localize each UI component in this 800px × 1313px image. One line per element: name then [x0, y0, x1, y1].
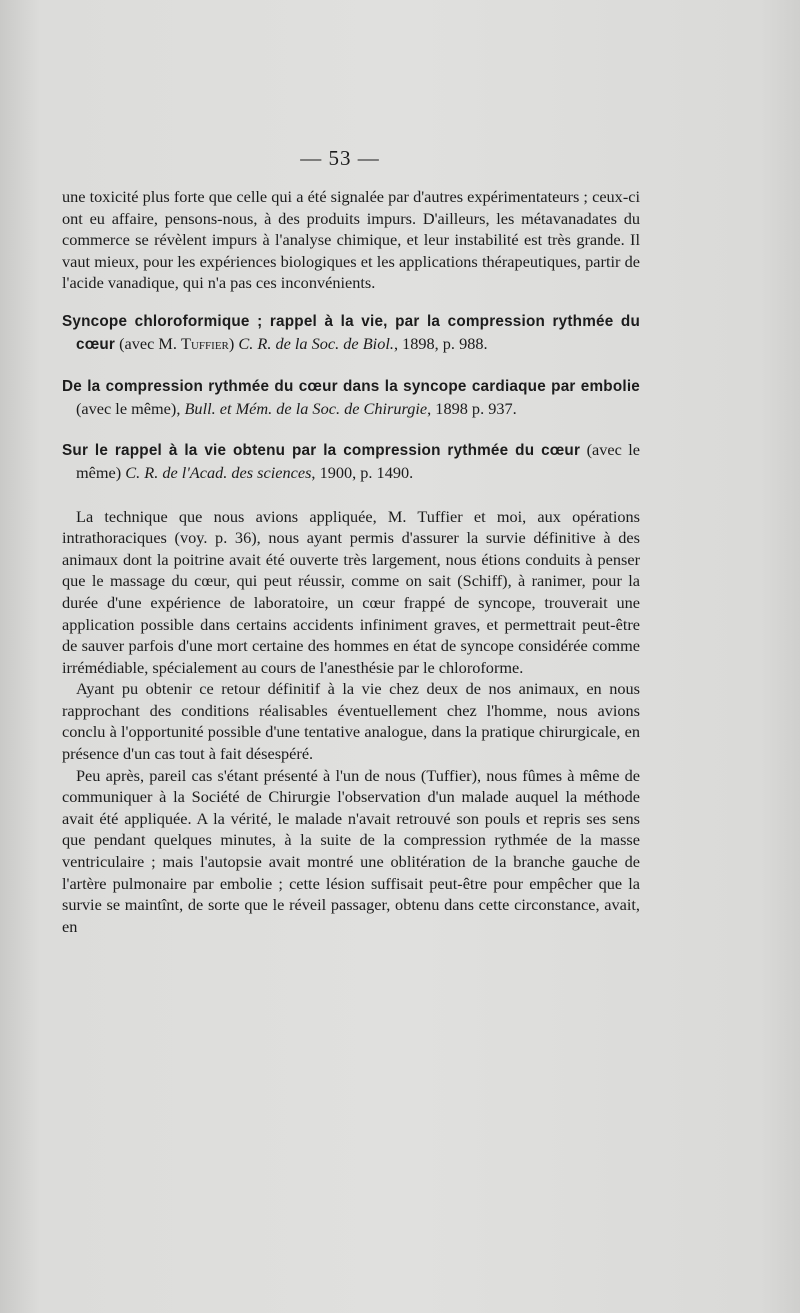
body-paragraph-1: La technique que nous avions appliquée, M. Tuffier et moi, aux opérations intrathoraciques (voy. p. 36), nous ayant permis d'assurer la survie définitive à des animaux dont la poitrine avait été ouverte très largement, nous étions conduits à penser que le massage du cœur, qui peut réussir, comme on sait (Schiff), à ranimer, pour la durée d'une expérience de laboratoire, un cœur frappé de syncope, trouverait une application possible dans certains accidents infiniment graves, et permettrait peut-être de sauver parfois d'une mort certaine des hommes en état de syncope considérée comme irrémédiable, spécialement au cours de l'anesthésie par le chloroforme.	[62, 506, 640, 677]
body-paragraph-2: Ayant pu obtenir ce retour définitif à la vie chez deux de nos animaux, en nous rapprochant des conditions réalisables éventuellement chez l'homme, nous avions conclu à l'opportunité possible d'une tentative analogue, dans la pratique chirurgicale, en présence d'un cas tout à fait désespéré.	[62, 679, 640, 764]
intro-paragraph: une toxicité plus forte que celle qui a été signalée par d'autres expérimentateurs ; ceux-ci ont eu affaire, pensons-nous, à des produits impurs. D'ailleurs, les métavanadates du commerce se révèlent impurs à l'analyse chimique, et leur instabilité est très grande. Il vaut mieux, pour les expériences biologiques et les applications thérapeutiques, partir de l'acide vanadique, qui n'a pas ces inconvénients.	[62, 187, 640, 293]
reference-entry-3	[62, 439, 640, 483]
reference-authors-prefix: (avec M.	[115, 333, 182, 353]
reference-title: Syncope chloroformique ; rappel à la vie, par la compression rythmée du cœur	[62, 312, 640, 353]
reference-authors-suffix: )	[228, 333, 239, 353]
reference-journal: C. R. de la Soc. de Biol.	[238, 333, 394, 353]
reference-details: , 1900, p. 1490.	[311, 462, 414, 482]
page-number: — 53 —	[300, 146, 380, 170]
reference-authors: (avec le même),	[76, 398, 185, 418]
reference-details: , 1898 p. 937.	[427, 398, 517, 418]
reference-title: De la compression rythmée du cœur dans la syncope cardiaque par embolie	[62, 378, 640, 396]
reference-title: Sur le rappel à la vie obtenu par la compression rythmée du cœur	[62, 442, 581, 460]
reference-journal: Bull. et Mém. de la Soc. de Chirurgie	[184, 398, 428, 418]
reference-details: , 1898, p. 988.	[393, 333, 488, 353]
reference-entry-2	[62, 375, 640, 419]
text-block	[62, 186, 640, 937]
body-paragraph-3: Peu après, pareil cas s'étant présenté à l'un de nous (Tuffier), nous fûmes à même de communiquer à la Société de Chirurgie l'observation d'un malade auquel la méthode avait été appliquée. A la vérité, le malade n'avait retrouvé son pouls et repris ses sens que pendant quelques minutes, à la suite de la compression rythmée de la masse ventriculaire ; mais l'autopsie avait montré une oblitération de la branche gauche de l'artère pulmonaire par embolie ; cette lésion suffisait peut-être pour empêcher que la survie se maintînt, de sorte que le réveil passager, obtenu dans cette circonstance, avait, en	[62, 765, 640, 936]
reference-authors: (avec le même)	[76, 440, 640, 482]
reference-journal: C. R. de l'Acad. des sciences	[125, 462, 312, 482]
reference-entry-1	[62, 310, 640, 355]
reference-author: Tuffier	[181, 333, 229, 353]
